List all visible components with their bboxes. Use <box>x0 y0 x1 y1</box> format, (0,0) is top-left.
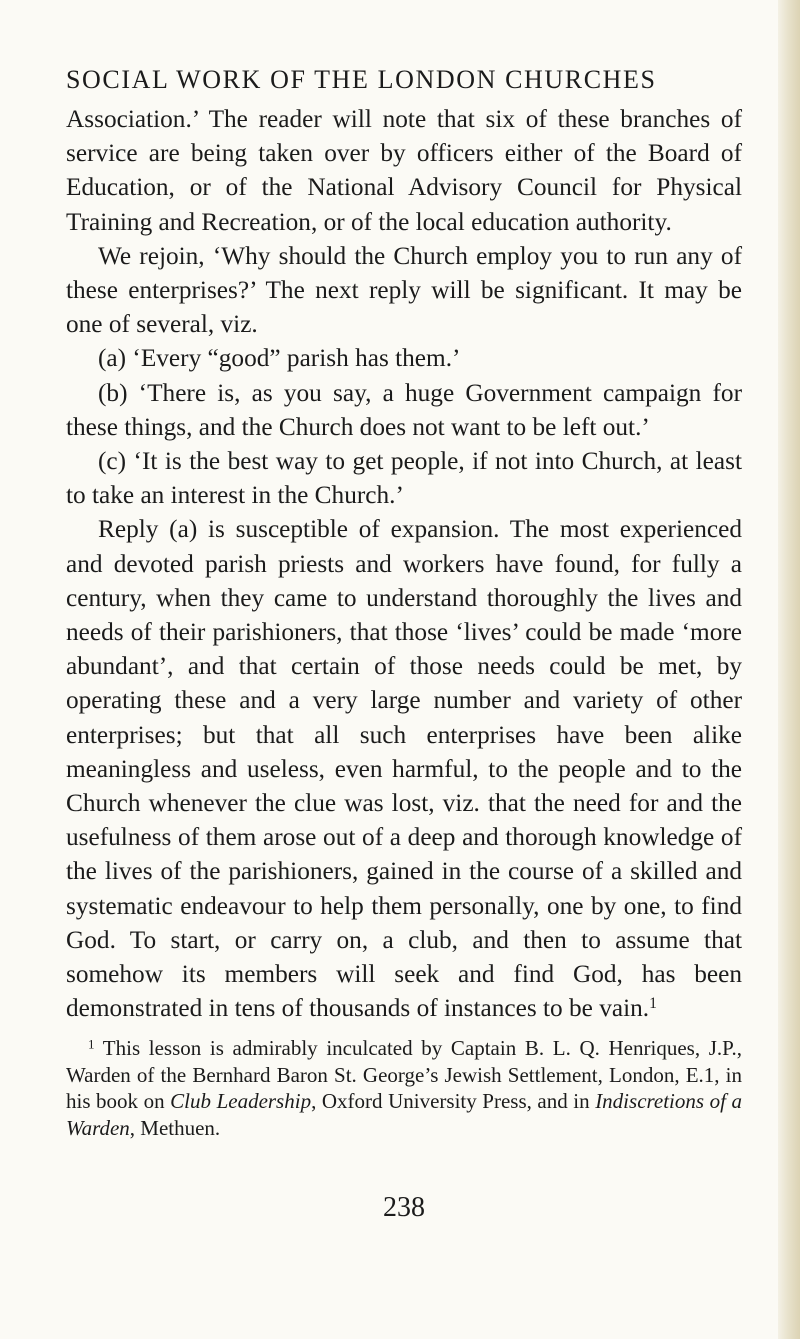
paragraph-6 <box>66 512 742 1025</box>
footnote-text-a: This lesson is admirably inculcated by Captain B. L. Q. Henriques, J.P., Warden of the Bernhard Baron St. George’s Jewish Settlement, London, E.1, in his book on <box>66 1036 742 1114</box>
running-head: SOCIAL WORK OF THE LONDON CHURCHES <box>66 65 657 94</box>
paragraph-1: Association.’ The reader will note that six of these branches of service are being taken over by officers either of the Board of Education, or of the National Advisory Council for Physical Training and Recreation, or of the local education authority. <box>66 105 742 236</box>
footnote-book-title-2: Indiscretions of a Warden <box>66 1089 742 1140</box>
footnote-book-title-1: Club Leadership <box>170 1089 312 1114</box>
footnote-text-c: , Methuen. <box>129 1115 221 1140</box>
body-text <box>66 102 742 1025</box>
footnote-text-b: , Oxford University Press, and in <box>311 1089 596 1114</box>
book-page <box>66 62 742 1223</box>
paragraph-2: We rejoin, ‘Why should the Church employ you to run any of these enterprises?’ The next reply will be significant. It may be one of several, viz. <box>66 241 742 339</box>
footnote-reference: 1 <box>649 995 657 1013</box>
footnote-marker: 1 <box>88 1036 95 1052</box>
paragraph-reply-c: (c) ‘It is the best way to get people, if not into Church, at least to take an interest in the Church.’ <box>66 447 742 510</box>
footnote <box>66 1035 742 1141</box>
paragraph-reply-a: (a) ‘Every “good” parish has them.’ <box>98 344 461 373</box>
paragraph-reply-b: (b) ‘There is, as you say, a huge Government campaign for these things, and the Church does not want to be left out.’ <box>66 378 742 441</box>
footnote-text <box>66 1035 742 1141</box>
paragraph-6-text: Reply (a) is susceptible of expansion. The most experienced and devoted parish priests and workers have found, for fully a century, when they came to understand thoroughly the lives and needs of their parishioners, that those ‘lives’ could be made ‘more abundant’, and that certain of those needs could be met, by operating these and a very large number and variety of other enterprises; but that all such enterprises have been alike meaningless and useless, even harmful, to the people and to the Church whenever the clue was lost, viz. that the need for and the usefulness of them arose out of a deep and thorough knowledge of the lives of the parishioners, gained in the course of a skilled and systematic endeavour to help them personally, one by one, to find God. To start, or carry on, a club, and then to assume that somehow its members will seek and find God, has been demonstrated in tens of thousands of instances to be vain. <box>66 515 742 1023</box>
page-edge <box>778 0 800 1339</box>
page-number: 238 <box>383 1192 425 1223</box>
